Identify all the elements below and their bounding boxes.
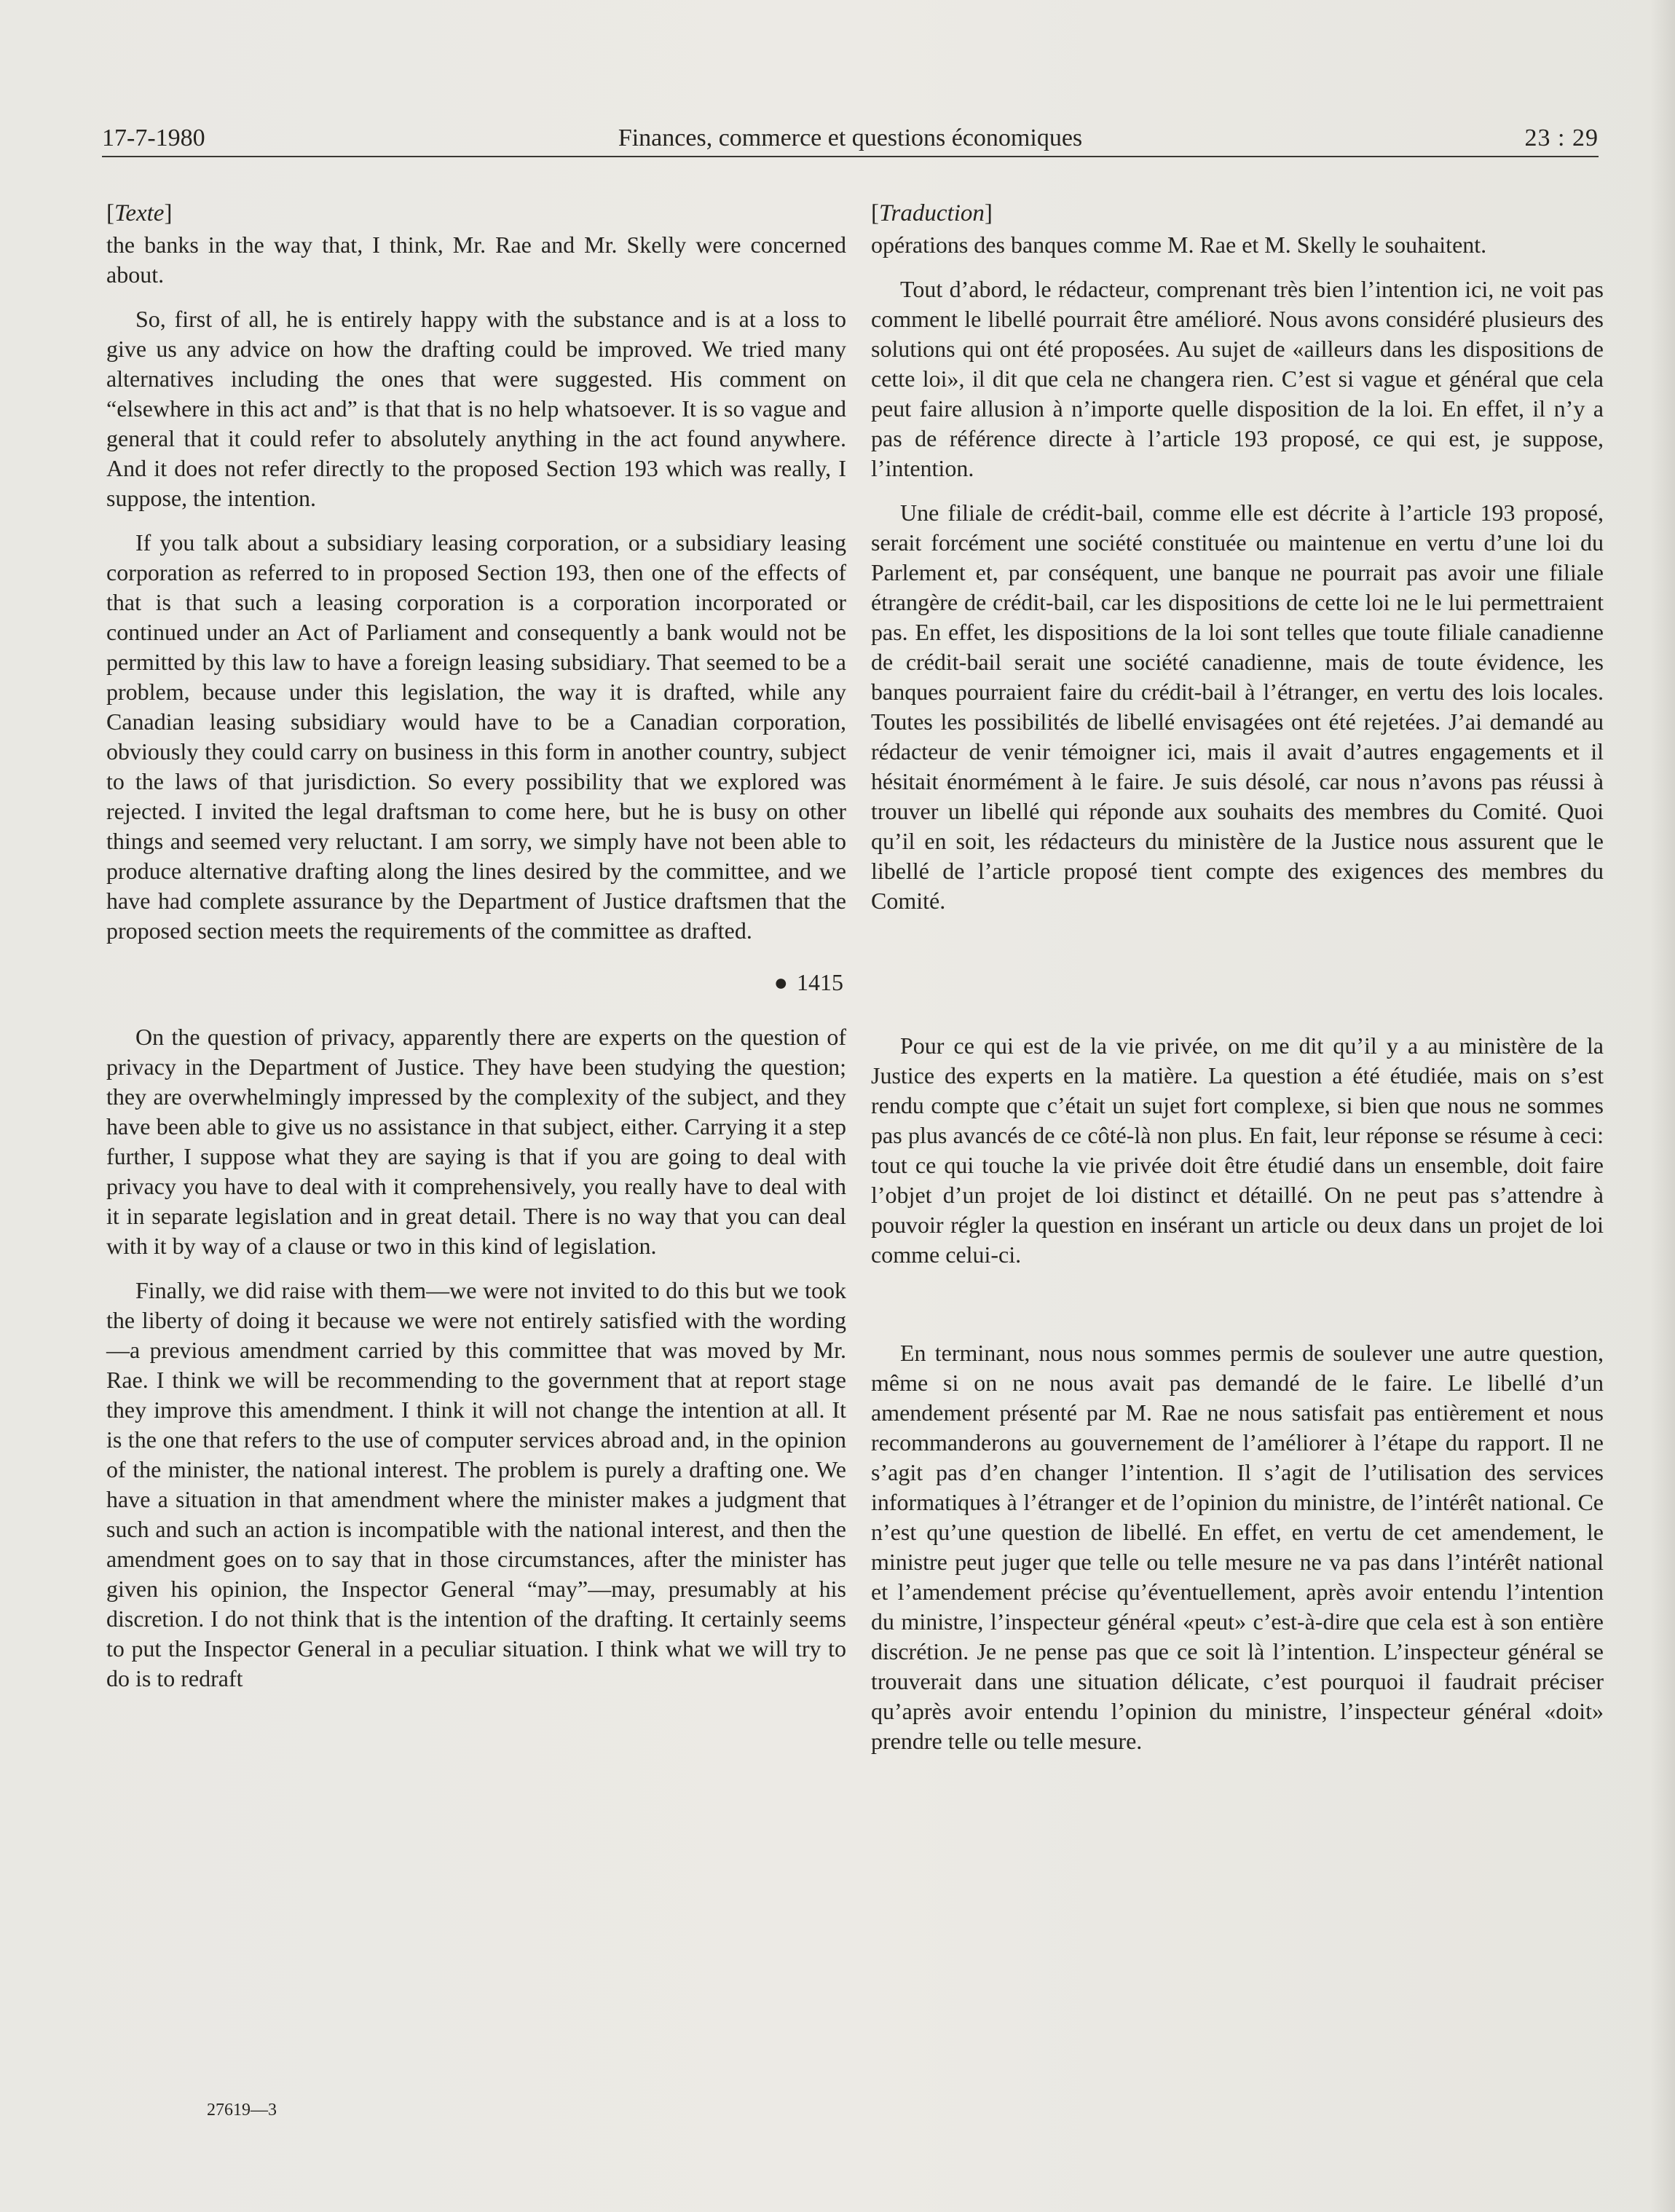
paragraph: Pour ce qui est de la vie privée, on me dit qu’il y a au ministère de la Justice des experts en la matière. La question a été étudiée, mais on s’est rendu compte que c’était un sujet fort complexe, si bien que nous ne sommes pas plus avancés de ce côté-là non plus. En fait, leur réponse se résume à ceci: tout ce qui touche la vie privée doit être étudié dans un ensemble, doit faire l’objet d’un projet de loi distinct et détaillé. On ne peut pas s’attendre à pouvoir régler la question en insérant un article ou deux dans un projet de loi comme celui-ci.: [871, 1032, 1604, 1268]
header-page-number: 23 : 29: [1524, 125, 1599, 151]
paragraph: On the question of privacy, apparently there are experts on the question of privacy in the Department of Justice. They have been studying the question; they are overwhelmingly impressed by the complexity of the subject, and they have been able to give us no assistance in that subject, either. Carrying it a step further, I suppose what they are saying is that if you are going to deal with privacy you have to deal with it comprehensively, you really have to deal with it in separate legislation and in great detail. There is no way that you can deal with it by way of a clause or two in this kind of legislation.: [106, 1024, 846, 1259]
column-gap: [871, 1270, 1604, 1338]
column-gap: [871, 916, 1604, 1031]
header-title: Finances, commerce et questions économiques: [618, 125, 1083, 151]
paragraph: Une filiale de crédit-bail, comme elle est décrite à l’article 193 proposé, serait forcément une société constituée ou maintenue en vertu d’une loi du Parlement et, par conséquent, une banque ne pourrait pas avoir une filiale étrangère de crédit-bail, car les dispositions de cette loi ne le lui permettraient pas. En effet, les dispositions de la loi sont telles que toute filiale canadienne de crédit-bail serait une société canadienne, mais de toute évidence, les banques pourraient faire du crédit-bail à l’étranger, en vertu des lois locales. Toutes les possibilités de libellé envisagées ont été rejetées. J’ai demandé au rédacteur de venir témoigner ici, mais il avait d’autres engagements et il hésitait énormément à le faire. Je suis désolé, car nous n’avons pas réussi à trouver un libellé qui réponde aux souhaits des membres du Comité. Quoi qu’il en soit, les rédacteurs du ministère de la Justice nous assurent que le libellé de l’article proposé tient compte des exigences des membres du Comité.: [871, 499, 1604, 914]
paragraph: If you talk about a subsidiary leasing corporation, or a subsidiary leasing corporation as referred to in proposed Section 193, then one of the effects of that is that such a leasing corporation is a corporation incorporated or continued under an Act of Parliament and consequently a bank would not be permitted by this law to have a foreign leasing subsidiary. That seemed to be a problem, because under this legislation, the way it is drafted, while any Canadian leasing subsidiary would have to be a Canadian corporation, obviously they could carry on business in this form in another country, subject to the laws of that jurisdiction. So every possibility that we explored was rejected. I invited the legal draftsman to come here, but he is busy on other things and seemed very reluctant. I am sorry, we simply have not been able to produce alternative drafting along the lines desired by the committee, and we have had complete assurance by the Department of Justice draftsmen that the proposed section meets the requirements of the committee as drafted.: [106, 529, 846, 944]
paragraph: the banks in the way that, I think, Mr. Rae and Mr. Skelly were concerned about.: [106, 232, 846, 288]
header-rule: [102, 156, 1599, 157]
language-label-english: [Texte]: [106, 200, 173, 226]
time-marker-label: 1415: [797, 969, 843, 995]
page-header: [102, 122, 1599, 160]
language-label-french: [Traduction]: [871, 200, 993, 226]
english-column: [106, 198, 846, 1694]
header-date: 17-7-1980: [102, 125, 205, 151]
page-edge-shadow: [1650, 0, 1675, 2212]
paragraph: Finally, we did raise with them—we were not invited to do this but we took the liberty of doing it because we were not entirely satisfied with the wording—a previous amendment carried by this committee that was moved by Mr. Rae. I think we will be recommending to the government that at report stage they improve this amendment. I think it will not change the intention at all. It is the one that refers to the use of computer services abroad and, in the opinion of the minister, the national interest. The problem is purely a drafting one. We have a situation in that amendment where the minister makes a judgment that such and such an action is incompatible with the national interest, and then the amendment goes on to say that in those circumstances, after the minister has given his opinion, the Inspector General “may”—may, presumably at his discretion. I do not think that is the intention of the drafting. It certainly seems to put the Inspector General in a peculiar situation. I think what we will try to do is to redraft: [106, 1277, 846, 1691]
bullet-icon: ●: [773, 969, 788, 995]
paragraph: En terminant, nous nous sommes permis de soulever une autre question, même si on ne nous avait pas demandé de le faire. Le libellé d’un amendement présenté par M. Rae ne nous satisfait pas entièrement et nous recommanderons au gouvernement de l’améliorer à l’étape du rapport. Il ne s’agit pas d’en changer l’intention. Il s’agit de l’utilisation des services informatiques à l’étranger et de l’opinion du ministre, de l’intérêt national. Ce n’est qu’une question de libellé. En effet, en vertu de cet amendement, le ministre peut juger que telle ou telle mesure ne va pas dans l’intérêt national et l’amendement précise qu’éventuellement, après avoir entendu l’intention du ministre, l’inspecteur général «peut» c’est-à-dire que cela est à son entière discrétion. Je ne pense pas que ce soit là l’intention. L’inspecteur général se trouverait dans une situation délicate, c’est pourquoi il faudrait préciser qu’après avoir entendu l’opinion du ministre, l’inspecteur général «doit» prendre telle ou telle mesure.: [871, 1340, 1604, 1754]
french-column: [871, 198, 1604, 1756]
time-marker: [106, 968, 846, 998]
footer-code: 27619—3: [207, 2101, 277, 2120]
paragraph: Tout d’abord, le rédacteur, comprenant très bien l’intention ici, ne voit pas comment le libellé pourrait être amélioré. Nous avons considéré plusieurs des solutions qui ont été proposées. Au sujet de «ailleurs dans les dispositions de cette loi», il dit que cela ne changera rien. C’est si vague et général que cela peut faire allusion à n’importe quelle disposition de la loi. En effet, il n’y a pas de référence directe à l’article 193 proposé, ce qui est, je suppose, l’intention.: [871, 276, 1604, 481]
paragraph: So, first of all, he is entirely happy with the substance and is at a loss to give us any advice on how the drafting could be improved. We tried many alternatives including the ones that were suggested. His comment on “elsewhere in this act and” is that that is no help whatsoever. It is so vague and general that it could refer to absolutely anything in the act found anywhere. And it does not refer directly to the proposed Section 193 which was really, I suppose, the intention.: [106, 306, 846, 511]
paragraph: opérations des banques comme M. Rae et M. Skelly le souhaitent.: [871, 232, 1487, 258]
